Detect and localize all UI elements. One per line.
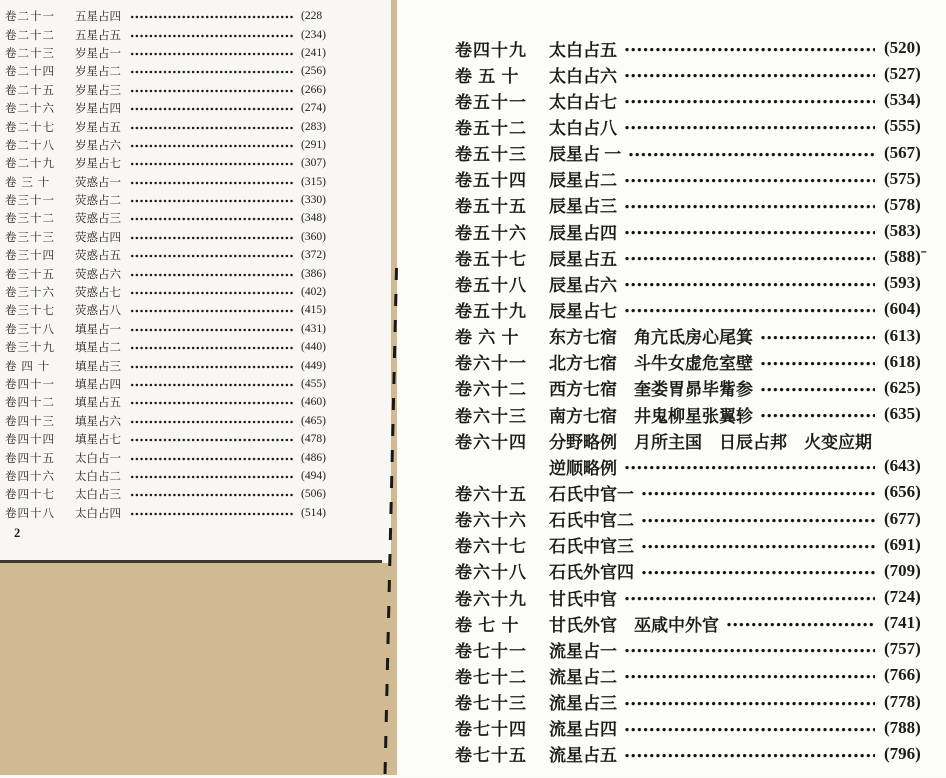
- entry-title: 填星占二: [75, 342, 121, 355]
- dot-leader: [624, 727, 875, 733]
- entry-title: 辰星占六: [549, 275, 617, 295]
- volume-label: 卷二十九: [5, 158, 55, 171]
- volume-label: 卷五十五: [455, 197, 527, 217]
- page-number: (431): [301, 322, 326, 335]
- entry-title: 岁星占六: [75, 139, 121, 152]
- toc-entry: [5, 246, 345, 264]
- page-number: (372): [301, 249, 326, 262]
- book-cover-background: [0, 563, 393, 776]
- dot-leader: [130, 273, 294, 278]
- page-number: (478): [301, 433, 326, 446]
- entry-title: 太白占七: [549, 92, 617, 112]
- dot-leader: [760, 387, 875, 393]
- entry-title: 石氏中官一: [549, 484, 634, 504]
- entry-title: 填星占七: [75, 434, 121, 447]
- volume-label: 卷六十六: [455, 511, 527, 531]
- page-number: (796): [884, 743, 921, 763]
- volume-label: 卷四十六: [5, 470, 55, 483]
- volume-label: 卷二十六: [5, 103, 55, 116]
- dot-leader: [130, 475, 294, 480]
- page-number: (266): [301, 83, 326, 96]
- entry-title: 五星占五: [75, 29, 121, 42]
- entry-title: 分野略例 月所主国 日辰占邦 火变应期: [549, 432, 872, 452]
- left-page: [0, 0, 391, 562]
- toc-entry: [5, 375, 345, 393]
- toc-entry: [5, 264, 345, 282]
- page-number: (348): [301, 212, 326, 225]
- dot-leader: [130, 107, 294, 112]
- page-number: (656): [884, 482, 921, 502]
- page-number: (460): [301, 396, 326, 409]
- toc-entry: [455, 35, 939, 61]
- dot-leader: [760, 361, 875, 367]
- toc-entry: [5, 504, 345, 522]
- entry-title: 填星占五: [75, 397, 121, 410]
- page-number: (593): [884, 273, 921, 293]
- entry-title: 荧惑占五: [75, 250, 121, 263]
- volume-label: 卷二十七: [5, 121, 55, 134]
- page-number: (315): [301, 175, 326, 188]
- page-number: (691): [884, 534, 921, 554]
- volume-label: 卷七十三: [455, 694, 527, 714]
- volume-label: 卷二十一: [5, 11, 55, 24]
- page-number: (757): [884, 639, 921, 659]
- entry-title: 荧惑占四: [75, 231, 121, 244]
- toc-entry: [5, 191, 345, 209]
- dot-leader: [624, 73, 875, 79]
- volume-label: 卷七十一: [455, 641, 527, 661]
- toc-entry: [5, 228, 345, 246]
- page-number: (274): [301, 102, 326, 115]
- volume-label: 卷五十八: [455, 275, 527, 295]
- page-number: (635): [884, 404, 921, 424]
- volume-label: 卷六十三: [455, 406, 527, 426]
- volume-label: 卷五十七: [455, 249, 527, 269]
- dot-leader: [624, 465, 875, 471]
- page-number: (567): [884, 142, 921, 162]
- toc-entry: [5, 154, 345, 172]
- page-number: (555): [884, 116, 921, 136]
- volume-label: 卷五十九: [455, 301, 527, 321]
- entry-title: 流星占二: [549, 667, 617, 687]
- dot-leader: [130, 365, 294, 370]
- entry-title: 太白占五: [549, 40, 617, 60]
- toc-entry: [5, 412, 345, 430]
- volume-label: 卷二十二: [5, 29, 55, 42]
- toc-entry: [5, 209, 345, 227]
- toc-entry: [5, 356, 345, 374]
- entry-title: 五星占四: [75, 11, 121, 24]
- volume-label: 卷三十二: [5, 213, 55, 226]
- volume-label: 卷三十八: [5, 323, 55, 336]
- entry-title: 岁星占七: [75, 158, 121, 171]
- dot-leader: [130, 512, 294, 517]
- dot-leader: [624, 674, 875, 680]
- toc-entry: [455, 270, 939, 296]
- dot-leader: [624, 753, 875, 759]
- toc-entry: [455, 218, 939, 244]
- volume-label: 卷四十四: [5, 434, 55, 447]
- dot-leader: [130, 438, 294, 443]
- dot-leader: [130, 401, 294, 406]
- toc-entry: [5, 430, 345, 448]
- left-page-number: 2: [14, 525, 21, 540]
- volume-label: 卷三十五: [5, 268, 55, 281]
- toc-entry: [455, 87, 939, 113]
- page-number: (643): [884, 456, 921, 476]
- page-number: (604): [884, 299, 921, 319]
- page-number: (360): [301, 230, 326, 243]
- dot-leader: [130, 126, 294, 131]
- entry-title: 岁星占二: [75, 66, 121, 79]
- volume-label: 卷三十一: [5, 195, 55, 208]
- entry-title: 荧惑占三: [75, 213, 121, 226]
- page-number: (514): [301, 506, 326, 519]
- dot-leader: [130, 52, 294, 57]
- volume-label: 卷七十五: [455, 746, 527, 766]
- entry-title: 填星占六: [75, 415, 121, 428]
- dot-leader: [130, 328, 294, 333]
- entry-title: 流星占五: [549, 746, 617, 766]
- toc-entry: [5, 173, 345, 191]
- page-number: (583): [884, 221, 921, 241]
- toc-entry: [455, 741, 939, 767]
- volume-label: 卷三十七: [5, 305, 55, 318]
- entry-title: 太白占三: [75, 489, 121, 502]
- dot-leader: [624, 204, 875, 210]
- page-number: (465): [301, 414, 326, 427]
- volume-label: 卷 五 十: [455, 66, 520, 86]
- toc-entry: [455, 453, 939, 479]
- page-number: (778): [884, 691, 921, 711]
- toc-entry: [455, 349, 939, 375]
- toc-entry: [5, 301, 345, 319]
- toc-entry: [5, 99, 345, 117]
- volume-label: 卷三十三: [5, 231, 55, 244]
- page-number: (613): [884, 325, 921, 345]
- dot-leader: [130, 162, 294, 167]
- toc-entry: [455, 140, 939, 166]
- entry-title: 辰星占五: [549, 249, 617, 269]
- dot-leader: [624, 596, 875, 602]
- entry-title: 石氏外官四: [549, 563, 634, 583]
- volume-label: 卷四十一: [5, 379, 55, 391]
- dot-leader: [130, 457, 294, 462]
- left-toc-list: [5, 7, 345, 522]
- dot-leader: [628, 152, 875, 158]
- volume-label: 卷二十五: [5, 84, 55, 97]
- toc-entry: [5, 136, 345, 154]
- right-toc-list: [455, 35, 939, 767]
- toc-entry: [455, 689, 939, 715]
- volume-label: 卷五十三: [455, 145, 527, 165]
- entry-title: 辰星占 一: [549, 145, 622, 165]
- entry-title: 填星占三: [75, 360, 121, 373]
- toc-entry: [5, 393, 345, 411]
- volume-label: 卷 七 十: [455, 615, 520, 635]
- toc-entry: [455, 715, 939, 741]
- toc-entry: [455, 506, 939, 532]
- volume-label: 卷三十九: [5, 342, 55, 355]
- entry-title: 岁星占五: [75, 121, 121, 134]
- dot-leader: [760, 335, 875, 341]
- page-number: (527): [884, 64, 921, 84]
- volume-label: 卷四十七: [5, 489, 55, 502]
- page-number: (455): [301, 378, 326, 390]
- volume-label: 卷四十八: [5, 507, 55, 520]
- entry-title: 太白占一: [75, 452, 121, 465]
- dot-leader: [130, 217, 294, 222]
- entry-title: 荧惑占二: [75, 195, 121, 208]
- dot-leader: [641, 570, 875, 576]
- toc-entry: [5, 7, 345, 25]
- toc-entry: [455, 296, 939, 322]
- page-number: (330): [301, 194, 326, 207]
- entry-title: 辰星占四: [549, 223, 617, 243]
- entry-title: 太白占八: [549, 118, 617, 138]
- volume-label: 卷四十五: [5, 452, 55, 465]
- toc-entry: [455, 479, 939, 505]
- volume-label: 卷五十四: [455, 171, 527, 191]
- dot-leader: [726, 622, 875, 628]
- page-number: (234): [301, 28, 326, 41]
- volume-label: 卷二十四: [5, 66, 55, 79]
- entry-title: 石氏中官三: [549, 537, 634, 557]
- page-number: (283): [301, 120, 326, 133]
- dot-leader: [641, 544, 875, 550]
- volume-label: 卷 六 十: [455, 328, 520, 348]
- toc-entry: [455, 244, 939, 270]
- toc-entry: [455, 375, 939, 401]
- page-number: (520): [884, 38, 921, 58]
- page-number: (307): [301, 157, 326, 170]
- volume-label: 卷六十四: [455, 432, 527, 452]
- dot-leader: [624, 99, 875, 105]
- dot-leader: [130, 420, 294, 425]
- page-number: (618): [884, 351, 921, 371]
- dot-leader: [130, 493, 294, 498]
- dot-leader: [760, 413, 875, 419]
- dot-leader: [624, 125, 875, 131]
- volume-label: 卷六十七: [455, 537, 527, 557]
- entry-title: 辰星占三: [549, 197, 617, 217]
- volume-label: 卷六十二: [455, 380, 527, 400]
- page-number: (534): [884, 90, 921, 110]
- page-number: (709): [884, 560, 921, 580]
- dot-leader: [624, 648, 875, 654]
- page-number: (588)ˉ: [884, 247, 927, 267]
- dot-leader: [130, 383, 294, 388]
- entry-title: 北方七宿 斗牛女虚危室壁: [549, 354, 753, 374]
- toc-entry: [455, 427, 939, 453]
- dot-leader: [130, 70, 294, 75]
- dot-leader: [130, 291, 294, 296]
- page-number: (386): [301, 267, 326, 280]
- entry-title: 流星占一: [549, 641, 617, 661]
- entry-title: 填星占四: [75, 379, 121, 391]
- entry-title: 太白占二: [75, 470, 121, 483]
- toc-entry: [5, 485, 345, 503]
- toc-entry: [5, 25, 345, 43]
- volume-label: 卷七十四: [455, 720, 527, 740]
- page-number: (449): [301, 359, 326, 372]
- dot-leader: [624, 308, 875, 314]
- dot-leader: [624, 47, 875, 53]
- dot-leader: [130, 309, 294, 314]
- volume-label: 卷二十八: [5, 139, 55, 152]
- page-number: (625): [884, 377, 921, 397]
- page-number: (256): [301, 65, 326, 78]
- volume-label: 卷 三 十: [5, 176, 51, 189]
- volume-label: 卷四十三: [5, 415, 55, 428]
- entry-title: 南方七宿 井鬼柳星张翼轸: [549, 406, 753, 426]
- entry-title: 荧惑占六: [75, 268, 121, 281]
- entry-title: 辰星占二: [549, 171, 617, 191]
- dot-leader: [130, 144, 294, 149]
- entry-title: 东方七宿 角亢氐房心尾箕: [549, 328, 753, 348]
- volume-label: 卷六十九: [455, 589, 527, 609]
- entry-title: 岁星占四: [75, 103, 121, 116]
- entry-title: 岁星占一: [75, 47, 121, 60]
- dot-leader: [130, 89, 294, 94]
- entry-title: 荧惑占七: [75, 287, 121, 300]
- entry-title: 岁星占三: [75, 84, 121, 97]
- dot-leader: [130, 236, 294, 241]
- page-number: (741): [884, 613, 921, 633]
- toc-entry: [5, 448, 345, 466]
- toc-entry: [5, 467, 345, 485]
- entry-title: 西方七宿 奎娄胃昴毕觜参: [549, 380, 753, 400]
- entry-title: 荧惑占八: [75, 305, 121, 318]
- volume-label: 卷五十一: [455, 92, 527, 112]
- page-number: (402): [301, 286, 326, 299]
- volume-label: 卷 四 十: [5, 360, 51, 373]
- entry-title: 甘氏中官: [549, 589, 617, 609]
- toc-entry: [455, 662, 939, 688]
- dot-leader: [624, 230, 875, 236]
- toc-entry: [455, 610, 939, 636]
- volume-label: 卷五十二: [455, 118, 527, 138]
- page-number: (440): [301, 341, 326, 354]
- volume-label: 卷三十六: [5, 287, 55, 300]
- entry-title: 流星占三: [549, 694, 617, 714]
- toc-entry: [5, 320, 345, 338]
- dot-leader: [130, 181, 294, 186]
- toc-entry: [455, 192, 939, 218]
- toc-entry: [5, 81, 345, 99]
- dot-leader: [130, 15, 294, 20]
- page-number: (724): [884, 587, 921, 607]
- entry-title: 太白占四: [75, 507, 121, 520]
- toc-entry: [5, 44, 345, 62]
- page-number: (788): [884, 717, 921, 737]
- toc-entry: [455, 401, 939, 427]
- volume-label: 卷六十八: [455, 563, 527, 583]
- volume-label: 卷七十二: [455, 667, 527, 687]
- right-page: [407, 0, 946, 775]
- toc-entry: [455, 558, 939, 584]
- entry-title: 荧惑占一: [75, 176, 121, 189]
- toc-entry: [5, 117, 345, 135]
- entry-title: 逆顺略例: [549, 458, 617, 478]
- entry-title: 甘氏外官 巫咸中外官: [549, 615, 719, 635]
- dot-leader: [624, 701, 875, 707]
- dot-leader: [130, 254, 294, 259]
- page-number: (494): [301, 469, 326, 482]
- page-number: (241): [301, 46, 326, 59]
- toc-entry: [455, 61, 939, 87]
- page-number: (291): [301, 138, 326, 151]
- dot-leader: [130, 199, 294, 204]
- toc-entry: [5, 283, 345, 301]
- dot-leader: [624, 282, 875, 288]
- toc-entry: [455, 323, 939, 349]
- page-number: (506): [301, 488, 326, 501]
- left-page-bottom-edge: [0, 560, 382, 563]
- page-number: (578): [884, 194, 921, 214]
- entry-title: 填星占一: [75, 323, 121, 336]
- volume-label: 卷五十六: [455, 223, 527, 243]
- toc-entry: [455, 584, 939, 610]
- volume-label: 卷六十一: [455, 354, 527, 374]
- dot-leader: [624, 178, 875, 184]
- page-number: (486): [301, 451, 326, 464]
- toc-entry: [455, 113, 939, 139]
- volume-label: 卷四十二: [5, 397, 55, 410]
- dot-leader: [624, 256, 875, 262]
- entry-title: 辰星占七: [549, 301, 617, 321]
- dot-leader: [130, 34, 294, 39]
- page-number: (677): [884, 508, 921, 528]
- page-number: (575): [884, 168, 921, 188]
- entry-title: 流星占四: [549, 720, 617, 740]
- page-number: (415): [301, 304, 326, 317]
- volume-label: 卷二十三: [5, 47, 55, 60]
- toc-entry: [5, 62, 345, 80]
- dot-leader: [641, 491, 875, 497]
- toc-entry: [455, 166, 939, 192]
- volume-label: 卷四十九: [455, 40, 527, 60]
- toc-entry: [455, 532, 939, 558]
- page-number: (228: [301, 10, 323, 23]
- page-number: (766): [884, 665, 921, 685]
- volume-label: 卷三十四: [5, 250, 55, 263]
- toc-entry: [455, 636, 939, 662]
- dot-leader: [641, 518, 875, 524]
- toc-entry: [5, 338, 345, 356]
- entry-title: 太白占六: [549, 66, 617, 86]
- volume-label: 卷六十五: [455, 484, 527, 504]
- dot-leader: [130, 346, 294, 351]
- entry-title: 石氏中官二: [549, 511, 634, 531]
